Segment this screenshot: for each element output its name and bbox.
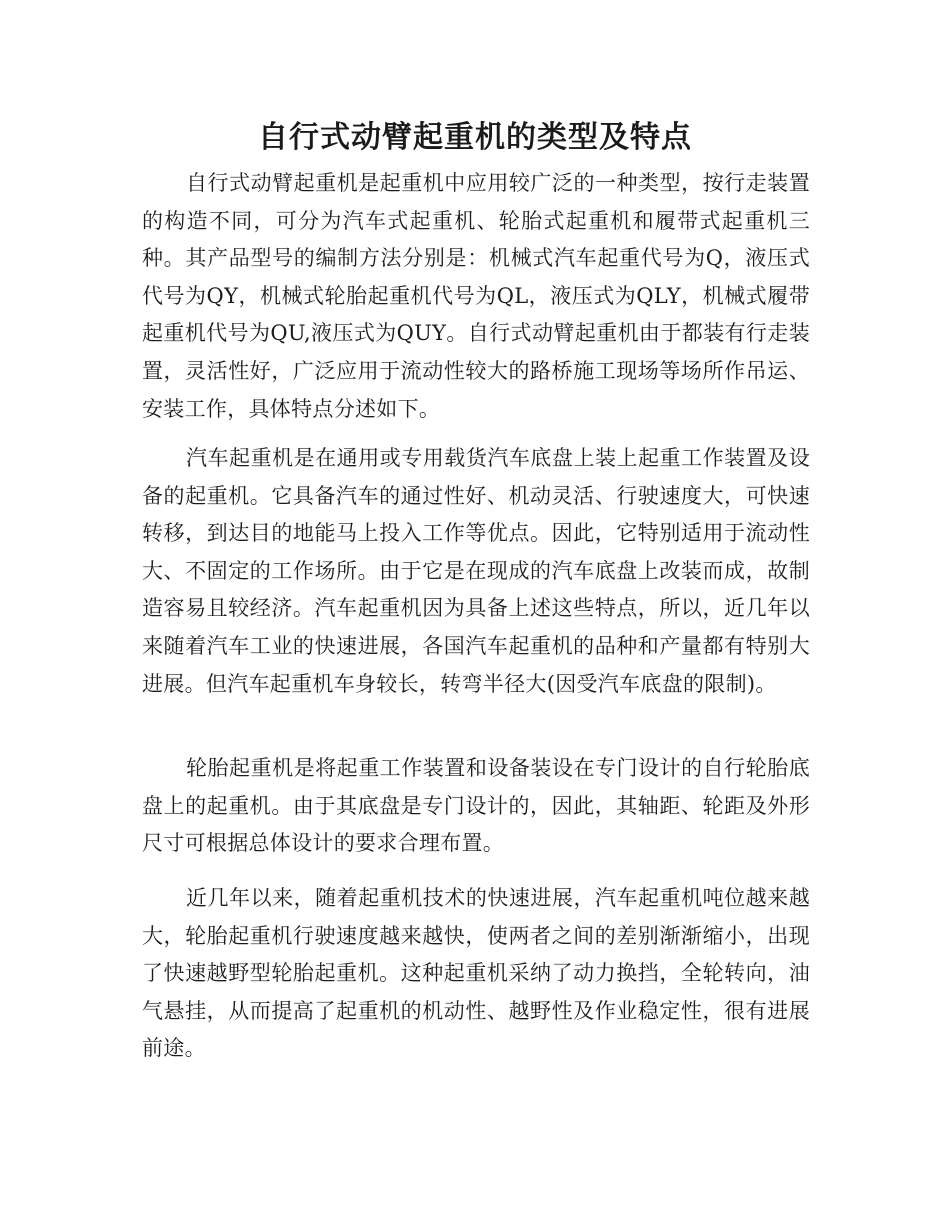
paragraph-overview: 自行式动臂起重机是起重机中应用较广泛的一种类型，按行走装置的构造不同，可分为汽车式起重机、轮胎式起重机和履带式起重机三种。其产品型号的编制方法分别是：机械式汽车起重代号为Q，液压式代号为QY，机械式轮胎起重机代号为QL，液压式为QLY，机械式履带起重机代号为QU,液压式为QUY。自行式动臂起重机由于都装有行走装置，灵活性好，广泛应用于流动性较大的路桥施工现场等场所作吊运、安装工作，具体特点分述如下。 (142, 171, 810, 421)
page-title: 自行式动臂起重机的类型及特点 (258, 120, 692, 155)
paragraph-tire-crane: 轮胎起重机是将起重工作装置和设备装设在专门设计的自行轮胎底盘上的起重机。由于其底盘是专门设计的，因此，其轴距、轮距及外形尺寸可根据总体设计的要求合理布置。 (142, 756, 810, 856)
paragraph-truck-crane: 汽车起重机是在通用或专用载货汽车底盘上装上起重工作装置及设备的起重机。它具备汽车的通过性好、机动灵活、行驶速度大，可快速转移，到达目的地能马上投入工作等优点。因此，它特别适用于流动性大、不固定的工作场所。由于它是在现成的汽车底盘上改装而成，故制造容易且较经济。汽车起重机因为具备上述这些特点，所以，近几年以来随着汽车工业的快速进展，各国汽车起重机的品种和产量都有特别大进展。但汽车起重机车身较长，转弯半径大(因受汽车底盘的限制)。 (142, 446, 810, 696)
paragraph-recent-development: 近几年以来，随着起重机技术的快速进展，汽车起重机吨位越来越大，轮胎起重机行驶速度越来越快，使两者之间的差别渐渐缩小，出现了快速越野型轮胎起重机。这种起重机采纳了动力换挡，全轮转向，油气悬挂，从而提高了起重机的机动性、越野性及作业稳定性，很有进展前途。 (142, 886, 810, 1061)
